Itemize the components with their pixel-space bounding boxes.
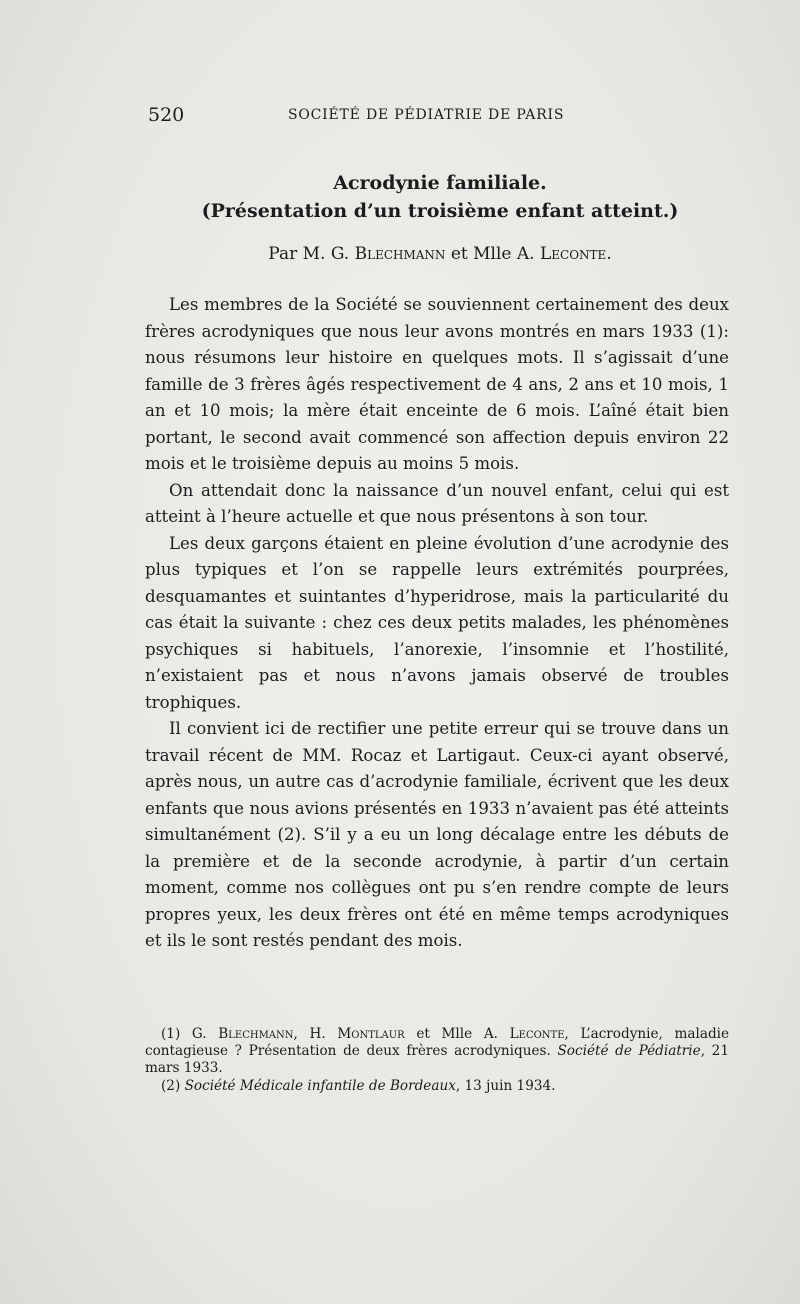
page-number: 520 (148, 104, 185, 126)
authors-prefix: Par M. G. (268, 244, 355, 264)
paragraph-3: Les deux garçons étaient en pleine évolution d’une acrodynie des plus typiques et l’on se rappelle leurs extrémités pourprées, desquamantes et suintantes d’hyperidrose, mais la particularité du cas était la suivante : chez ces deux petits malades, les phénomènes psychiques si habituels, l’anorexie, l’insomnie et l’hostilité, n’existaient pas et nous n’avons jamais observé de troubles trophiques. (145, 533, 729, 712)
footnote-1-author-montlaur: Montlaur (337, 1026, 405, 1042)
footnote-1 (145, 1026, 729, 1077)
footnotes (145, 1026, 729, 1095)
author-leconte: Leconte (539, 244, 607, 264)
footnote-1-author-leconte: Leconte (509, 1026, 565, 1042)
authors-suffix: . (606, 244, 612, 264)
article-subtitle: (Présentation d’un troisième enfant atteint.) (201, 200, 679, 222)
footnote-1-text: , L’acrodynie, maladie contagieuse ? Présentation de deux frères acrodyniques. (145, 1026, 730, 1059)
paragraph-2: On attendait donc la naissance d’un nouvel enfant, celui qui est atteint à l’heure actuelle et que nous présentons à son tour. (145, 480, 729, 526)
page-header (148, 104, 732, 134)
footnote-2-marker: (2) (161, 1078, 185, 1094)
footnote-1-sep1: , H. (293, 1026, 338, 1042)
footnote-1-journal: Société de Pédiatrie (557, 1043, 701, 1059)
article-body (145, 292, 729, 955)
footnote-2-journal: Société Médicale infantile de Bordeaux (184, 1078, 456, 1094)
paragraph-4: Il convient ici de rectifier une petite erreur qui se trouve dans un travail récent de MM. Rocaz et Lartigaut. Ceux-ci ayant observé, après nous, un autre cas d’acrodynie familiale, écrivent que les deux enfants que nous avions présentés en 1933 n’avaient pas été atteints simultanément (2). S’il y a eu un long décalage entre les débuts de la première et de la seconde acrodynie, à partir d’un certain moment, comme nos collègues ont pu s’en rendre compte de leurs propres yeux, les deux frères ont été en même temps acrodyniques et ils le sont restés pendant des mois. (145, 719, 729, 950)
footnote-1-date: , 21 mars 1933. (145, 1043, 729, 1076)
paragraph-1: Les membres de la Société se souviennent certainement des deux frères acrodyniques que nous leur avons montrés en mars 1933 (1): nous résumons leur histoire en quelques mots. Il s’agissait d’une famille de 3 frères âgés respectivement de 4 ans, 2 ans et 10 mois, 1 an et 10 mois; la mère était enceinte de 6 mois. L’aîné était bien portant, le second avait commencé son affection depuis environ 22 mois et le troisième depuis au moins 5 mois. (145, 295, 729, 473)
running-head: SOCIÉTÉ DE PÉDIATRIE DE PARIS (288, 107, 565, 123)
article-authors (148, 244, 732, 264)
footnote-2-date: , 13 juin 1934. (455, 1078, 556, 1094)
footnote-1-marker: (1) G. (161, 1026, 219, 1042)
footnote-1-author-blechmann: Blechmann (218, 1026, 294, 1042)
footnote-2 (145, 1078, 729, 1095)
footnote-1-sep2: et Mlle A. (404, 1026, 510, 1042)
author-blechmann: Blechmann (354, 244, 446, 264)
article-title: Acrodynie familiale. (333, 172, 547, 194)
authors-conj: et Mlle A. (445, 244, 540, 264)
